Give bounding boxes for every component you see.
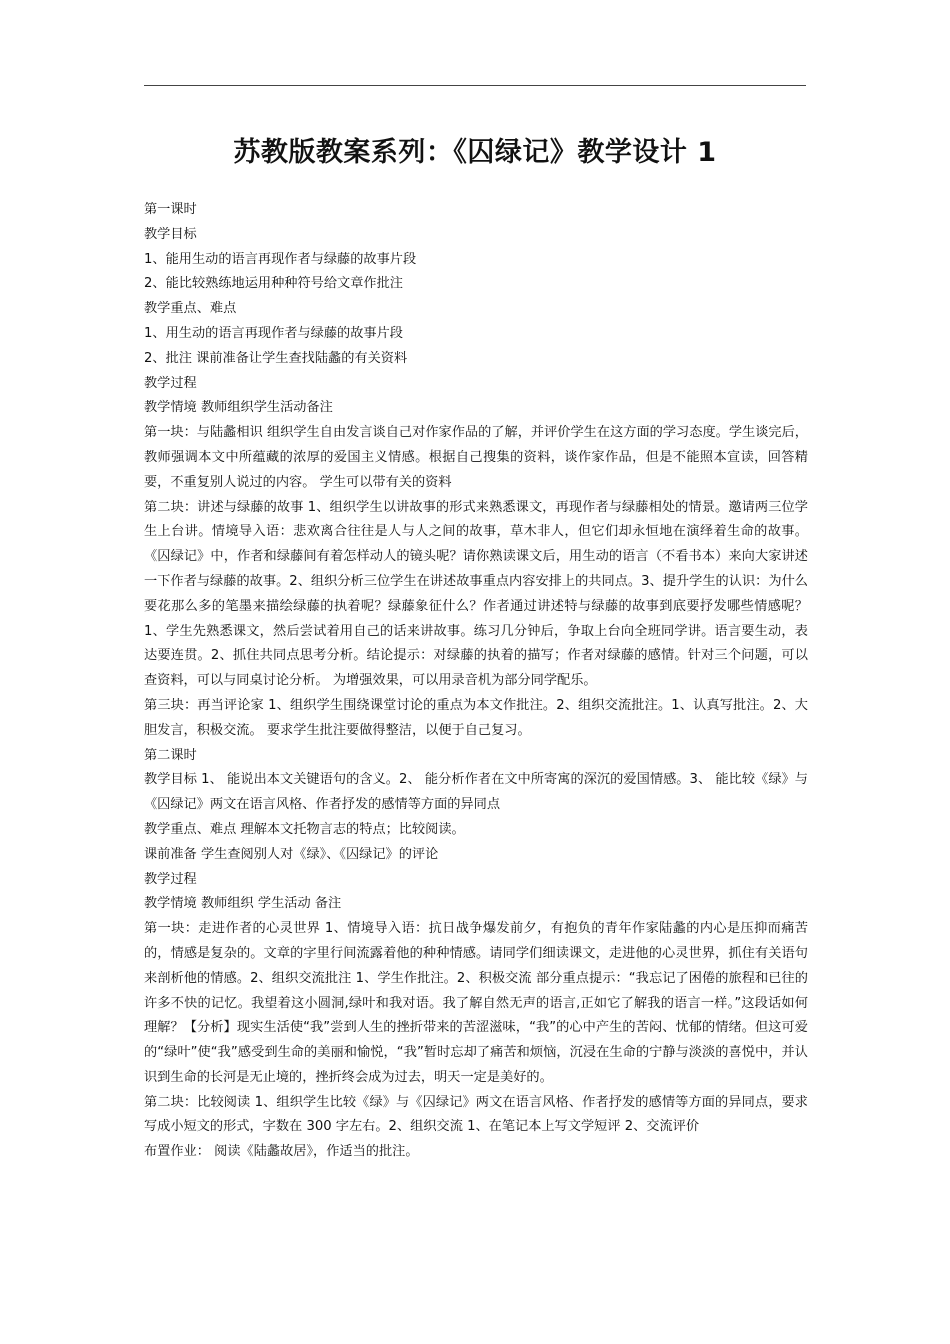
paragraph: 2、能比较熟练地运用种种符号给文章作批注 bbox=[144, 276, 403, 292]
paragraph: 教学重点、难点 bbox=[144, 301, 237, 317]
paragraph: 第二块：比较阅读 1、组织学生比较《绿》与《囚绿记》两文在语言风格、作者抒发的感情等方面的异同点，要求写成小短文的形式，字数在 300 字左右。2、组织交流 1、在笔记本上写文学短评 2、交流评价 bbox=[144, 1094, 808, 1135]
document-title: 苏教版教案系列：《囚绿记》教学设计 1 bbox=[233, 137, 717, 168]
paragraph: 布置作业： 阅读《陆蠡故居》，作适当的批注。 bbox=[144, 1144, 419, 1160]
paragraph: 第一块：与陆蠡相识 组织学生自由发言谈自己对作家作品的了解，并评价学生在这方面的学习态度。学生谈完后，教师强调本文中所蕴藏的浓厚的爱国主义情感。根据自己搜集的资料，谈作家作品，但是不能照本宣读，回答精要，不重复别人说过的内容。 学生可以带有关的资料 bbox=[144, 425, 808, 490]
paragraph: 课前准备 学生查阅别人对《绿》、《囚绿记》的评论 bbox=[144, 846, 439, 862]
paragraph: 教学过程 bbox=[144, 375, 197, 391]
paragraph: 教学重点、难点 理解本文托物言志的特点；比较阅读。 bbox=[144, 821, 465, 837]
paragraph: 第二课时 bbox=[144, 747, 197, 763]
paragraph: 第三块：再当评论家 1、组织学生围绕课堂讨论的重点为本文作批注。2、组织交流批注。1、认真写批注。2、大胆发言，积极交流。 要求学生批注要做得整洁，以便于自己复习。 bbox=[144, 697, 808, 738]
document-body bbox=[144, 198, 808, 1165]
paragraph: 第一块：走进作者的心灵世界 1、情境导入语：抗日战争爆发前夕，有抱负的青年作家陆蠡的内心是压抑而痛苦的，情感是复杂的。文章的字里行间流露着他的种种情感。请同学们细读课文，走进他的心灵世界，抓住有关语句来剖析他的情感。2、组织交流批注 1、学生作批注。2、积极交流 部分重点提示：“我忘记了困倦的旅程和已往的许多不快的记忆。我望着这小圆洞,绿叶和我对语。我了解自然无声的语言,正如它了解我的语言一样。”这段话如何理解？【分析】现实生活使“我”尝到人生的挫折带来的苦涩滋味，“我”的心中产生的苦闷、忧郁的情绪。但这可爱的“绿叶”使“我”感受到生命的美丽和愉悦，“我”暂时忘却了痛苦和烦恼，沉浸在生命的宁静与淡淡的喜悦中，并认识到生命的长河是无止境的，挫折终会成为过去，明天一定是美好的。 bbox=[144, 921, 808, 1085]
paragraph: 教学过程 bbox=[144, 871, 197, 887]
paragraph: 第二块：讲述与绿藤的故事 1、组织学生以讲故事的形式来熟悉课文，再现作者与绿藤相处的情景。邀请两三位学生上台讲。情境导入语：悲欢离合往往是人与人之间的故事，草木非人，但它们却永恒地在演绎着生命的故事。《囚绿记》中，作者和绿藤间有着怎样动人的镜头呢？请你熟读课文后，用生动的语言（不看书本）来向大家讲述一下作者与绿藤的故事。2、组织分析三位学生在讲述故事重点内容安排上的共同点。3、提升学生的认识：为什么要花那么多的笔墨来描绘绿藤的执着呢？绿藤象征什么？作者通过讲述特与绿藤的故事到底要抒发哪些情感呢？ 1、学生先熟悉课文，然后尝试着用自己的话来讲故事。练习几分钟后，争取上台向全班同学讲。语言要生动，表达要连贯。2、抓住共同点思考分析。结论提示：对绿藤的执着的描写；作者对绿藤的感情。针对三个问题，可以查资料，可以与同桌讨论分析。 为增强效果，可以用录音机为部分同学配乐。 bbox=[144, 499, 808, 689]
paragraph: 1、能用生动的语言再现作者与绿藤的故事片段 bbox=[144, 251, 417, 267]
paragraph: 教学目标 1、 能说出本文关键语句的含义。2、 能分析作者在文中所寄寓的深沉的爱国情感。3、 能比较《绿》与《囚绿记》两文在语言风格、作者抒发的感情等方面的异同点 bbox=[144, 772, 808, 813]
paragraph: 教学情境 教师组织 学生活动 备注 bbox=[144, 896, 342, 912]
paragraph: 教学情境 教师组织学生活动备注 bbox=[144, 400, 333, 416]
paragraph: 1、用生动的语言再现作者与绿藤的故事片段 bbox=[144, 325, 403, 341]
header-rule bbox=[144, 85, 806, 86]
paragraph: 教学目标 bbox=[144, 226, 197, 242]
paragraph: 第一课时 bbox=[144, 202, 197, 217]
paragraph: 2、批注 课前准备让学生查找陆蠡的有关资料 bbox=[144, 350, 408, 366]
